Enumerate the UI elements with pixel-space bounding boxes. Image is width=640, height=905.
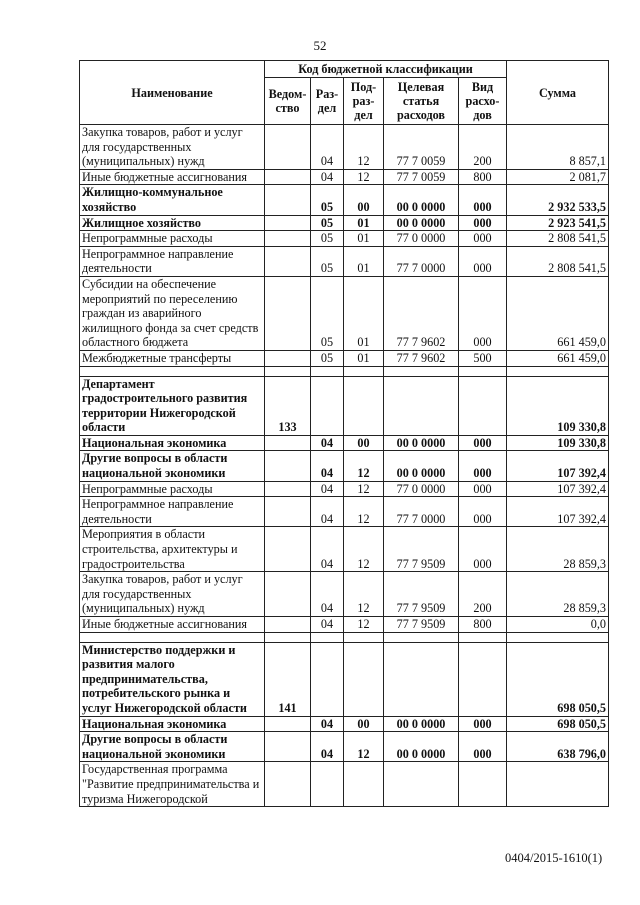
row-celevaya-cell: 77 7 0000 <box>384 246 459 276</box>
table-row <box>80 732 609 762</box>
table-body <box>80 125 609 807</box>
row-podrazdel-cell: 01 <box>344 231 384 247</box>
row-vedomstvo-cell <box>265 276 311 350</box>
row-podrazdel-cell: 01 <box>344 276 384 350</box>
empty-cell <box>459 632 507 642</box>
spacer-row <box>80 632 609 642</box>
row-vedomstvo-cell <box>265 481 311 497</box>
row-podrazdel-cell <box>344 762 384 807</box>
row-razdel-cell: 05 <box>311 185 344 215</box>
header-razdel: Раз-дел <box>311 78 344 125</box>
header-kbk: Код бюджетной классификации <box>265 61 507 78</box>
table-header <box>80 61 609 125</box>
row-razdel-cell: 04 <box>311 435 344 451</box>
row-summa-cell: 661 459,0 <box>507 276 609 350</box>
header-summa: Сумма <box>507 61 609 125</box>
table-row <box>80 231 609 247</box>
row-name-cell: Департамент градостроительного развития территории Нижегородской области <box>80 376 265 435</box>
row-name-cell: Жилищное хозяйство <box>80 215 265 231</box>
row-summa-cell: 8 857,1 <box>507 125 609 170</box>
row-vid-cell: 000 <box>459 185 507 215</box>
row-name-cell: Иные бюджетные ассигнования <box>80 617 265 633</box>
empty-cell <box>459 366 507 376</box>
row-razdel-cell <box>311 762 344 807</box>
row-vid-cell <box>459 376 507 435</box>
row-summa-cell: 109 330,8 <box>507 376 609 435</box>
row-vedomstvo-cell: 141 <box>265 642 311 716</box>
row-vid-cell: 000 <box>459 451 507 481</box>
row-summa-cell: 28 859,3 <box>507 527 609 572</box>
empty-cell <box>80 366 265 376</box>
row-podrazdel-cell: 12 <box>344 617 384 633</box>
row-celevaya-cell: 77 7 9602 <box>384 350 459 366</box>
header-name: Наименование <box>80 61 265 125</box>
table-row <box>80 376 609 435</box>
row-name-cell: Иные бюджетные ассигнования <box>80 169 265 185</box>
row-vedomstvo-cell <box>265 451 311 481</box>
empty-cell <box>507 366 609 376</box>
empty-cell <box>344 632 384 642</box>
row-summa-cell: 2 081,7 <box>507 169 609 185</box>
row-podrazdel-cell: 12 <box>344 572 384 617</box>
row-name-cell: Другие вопросы в области национальной экономики <box>80 451 265 481</box>
row-summa-cell: 638 796,0 <box>507 732 609 762</box>
row-summa-cell: 28 859,3 <box>507 572 609 617</box>
row-name-cell: Непрограммные расходы <box>80 231 265 247</box>
row-podrazdel-cell: 12 <box>344 481 384 497</box>
row-vid-cell: 500 <box>459 350 507 366</box>
row-vedomstvo-cell <box>265 497 311 527</box>
row-razdel-cell: 04 <box>311 451 344 481</box>
row-podrazdel-cell: 12 <box>344 451 384 481</box>
row-summa-cell: 2 923 541,5 <box>507 215 609 231</box>
row-podrazdel-cell: 12 <box>344 125 384 170</box>
empty-cell <box>507 632 609 642</box>
table-row <box>80 451 609 481</box>
row-name-cell: Жилищно-коммунальное хозяйство <box>80 185 265 215</box>
table-row <box>80 642 609 716</box>
row-vedomstvo-cell <box>265 125 311 170</box>
empty-cell <box>265 632 311 642</box>
row-celevaya-cell: 00 0 0000 <box>384 451 459 481</box>
row-vid-cell <box>459 642 507 716</box>
row-celevaya-cell: 77 0 0000 <box>384 231 459 247</box>
row-vedomstvo-cell <box>265 215 311 231</box>
table-row <box>80 572 609 617</box>
row-celevaya-cell: 00 0 0000 <box>384 732 459 762</box>
table-row <box>80 617 609 633</box>
row-summa-cell: 2 808 541,5 <box>507 246 609 276</box>
row-summa-cell: 109 330,8 <box>507 435 609 451</box>
row-razdel-cell: 04 <box>311 617 344 633</box>
row-podrazdel-cell: 01 <box>344 215 384 231</box>
table-row <box>80 435 609 451</box>
row-vedomstvo-cell <box>265 185 311 215</box>
row-name-cell: Межбюджетные трансферты <box>80 350 265 366</box>
row-razdel-cell: 05 <box>311 215 344 231</box>
row-name-cell: Закупка товаров, работ и услуг для государственных (муниципальных) нужд <box>80 125 265 170</box>
row-summa-cell <box>507 762 609 807</box>
row-razdel-cell: 04 <box>311 716 344 732</box>
row-razdel-cell <box>311 376 344 435</box>
row-podrazdel-cell: 01 <box>344 350 384 366</box>
header-celevaya: Целевая статья расходов <box>384 78 459 125</box>
table-row <box>80 125 609 170</box>
row-summa-cell: 698 050,5 <box>507 642 609 716</box>
row-vedomstvo-cell <box>265 732 311 762</box>
document-code: 0404/2015-1610(1) <box>505 851 603 865</box>
row-summa-cell: 698 050,5 <box>507 716 609 732</box>
empty-cell <box>80 632 265 642</box>
header-vedom: Ведом-ство <box>265 78 311 125</box>
budget-table <box>79 60 609 807</box>
row-vid-cell: 800 <box>459 617 507 633</box>
row-vid-cell: 000 <box>459 435 507 451</box>
row-vedomstvo-cell <box>265 231 311 247</box>
table-row <box>80 527 609 572</box>
row-celevaya-cell: 00 0 0000 <box>384 185 459 215</box>
row-celevaya-cell: 00 0 0000 <box>384 215 459 231</box>
empty-cell <box>311 632 344 642</box>
table-row <box>80 716 609 732</box>
row-celevaya-cell: 00 0 0000 <box>384 435 459 451</box>
header-podrazdel: Под-раз-дел <box>344 78 384 125</box>
row-razdel-cell: 04 <box>311 497 344 527</box>
table-row <box>80 276 609 350</box>
row-vid-cell: 000 <box>459 215 507 231</box>
row-podrazdel-cell: 12 <box>344 497 384 527</box>
row-razdel-cell: 05 <box>311 246 344 276</box>
row-celevaya-cell: 77 7 9509 <box>384 617 459 633</box>
row-celevaya-cell: 77 7 0059 <box>384 169 459 185</box>
row-celevaya-cell: 77 7 9602 <box>384 276 459 350</box>
empty-cell <box>265 366 311 376</box>
row-name-cell: Непрограммные расходы <box>80 481 265 497</box>
row-celevaya-cell <box>384 376 459 435</box>
row-razdel-cell: 05 <box>311 276 344 350</box>
row-podrazdel-cell: 01 <box>344 246 384 276</box>
row-summa-cell: 2 808 541,5 <box>507 231 609 247</box>
row-celevaya-cell <box>384 642 459 716</box>
table-row <box>80 185 609 215</box>
row-name-cell: Мероприятия в области строительства, архитектуры и градостроительства <box>80 527 265 572</box>
row-vid-cell: 800 <box>459 169 507 185</box>
row-summa-cell: 107 392,4 <box>507 451 609 481</box>
row-name-cell: Национальная экономика <box>80 435 265 451</box>
row-podrazdel-cell <box>344 642 384 716</box>
row-name-cell: Непрограммное направление деятельности <box>80 497 265 527</box>
table-row <box>80 215 609 231</box>
row-name-cell: Субсидии на обеспечение мероприятий по переселению граждан из аварийного жилищного фонда за счет средств областного бюджета <box>80 276 265 350</box>
row-celevaya-cell: 77 7 9509 <box>384 527 459 572</box>
row-vedomstvo-cell <box>265 617 311 633</box>
row-vid-cell: 000 <box>459 527 507 572</box>
empty-cell <box>384 366 459 376</box>
row-vid-cell: 200 <box>459 572 507 617</box>
row-summa-cell: 2 932 533,5 <box>507 185 609 215</box>
row-celevaya-cell: 77 7 0059 <box>384 125 459 170</box>
row-vid-cell <box>459 762 507 807</box>
spacer-row <box>80 366 609 376</box>
row-celevaya-cell <box>384 762 459 807</box>
table-row <box>80 762 609 807</box>
row-vid-cell: 000 <box>459 481 507 497</box>
row-vedomstvo-cell <box>265 762 311 807</box>
row-razdel-cell: 05 <box>311 231 344 247</box>
row-podrazdel-cell <box>344 376 384 435</box>
row-celevaya-cell: 77 7 9509 <box>384 572 459 617</box>
table-row <box>80 246 609 276</box>
row-razdel-cell: 04 <box>311 169 344 185</box>
row-name-cell: Закупка товаров, работ и услуг для государственных (муниципальных) нужд <box>80 572 265 617</box>
row-podrazdel-cell: 00 <box>344 185 384 215</box>
row-vedomstvo-cell <box>265 350 311 366</box>
row-vedomstvo-cell <box>265 527 311 572</box>
row-vedomstvo-cell <box>265 716 311 732</box>
row-razdel-cell: 04 <box>311 572 344 617</box>
row-celevaya-cell: 77 0 0000 <box>384 481 459 497</box>
row-vedomstvo-cell <box>265 246 311 276</box>
row-vedomstvo-cell <box>265 435 311 451</box>
header-vid: Вид расхо-дов <box>459 78 507 125</box>
row-vedomstvo-cell: 133 <box>265 376 311 435</box>
table-row <box>80 481 609 497</box>
row-podrazdel-cell: 00 <box>344 716 384 732</box>
row-vid-cell: 000 <box>459 732 507 762</box>
row-podrazdel-cell: 12 <box>344 169 384 185</box>
table-row <box>80 350 609 366</box>
empty-cell <box>384 632 459 642</box>
row-razdel-cell <box>311 642 344 716</box>
empty-cell <box>344 366 384 376</box>
row-podrazdel-cell: 12 <box>344 732 384 762</box>
row-summa-cell: 107 392,4 <box>507 497 609 527</box>
table-row <box>80 497 609 527</box>
row-name-cell: Государственная программа "Развитие предпринимательства и туризма Нижегородской <box>80 762 265 807</box>
row-celevaya-cell: 00 0 0000 <box>384 716 459 732</box>
row-razdel-cell: 05 <box>311 350 344 366</box>
row-vedomstvo-cell <box>265 169 311 185</box>
row-razdel-cell: 04 <box>311 125 344 170</box>
row-name-cell: Непрограммное направление деятельности <box>80 246 265 276</box>
row-name-cell: Министерство поддержки и развития малого предпринимательства, потребительского рынка и услуг Нижегородской области <box>80 642 265 716</box>
row-vid-cell: 000 <box>459 246 507 276</box>
row-vedomstvo-cell <box>265 572 311 617</box>
page-number: 52 <box>313 38 327 53</box>
row-vid-cell: 000 <box>459 497 507 527</box>
row-vid-cell: 000 <box>459 276 507 350</box>
row-name-cell: Другие вопросы в области национальной экономики <box>80 732 265 762</box>
row-podrazdel-cell: 12 <box>344 527 384 572</box>
row-summa-cell: 661 459,0 <box>507 350 609 366</box>
empty-cell <box>311 366 344 376</box>
row-vid-cell: 200 <box>459 125 507 170</box>
row-celevaya-cell: 77 7 0000 <box>384 497 459 527</box>
row-vid-cell: 000 <box>459 716 507 732</box>
row-summa-cell: 0,0 <box>507 617 609 633</box>
row-podrazdel-cell: 00 <box>344 435 384 451</box>
row-razdel-cell: 04 <box>311 481 344 497</box>
row-name-cell: Национальная экономика <box>80 716 265 732</box>
row-razdel-cell: 04 <box>311 732 344 762</box>
row-summa-cell: 107 392,4 <box>507 481 609 497</box>
row-vid-cell: 000 <box>459 231 507 247</box>
row-razdel-cell: 04 <box>311 527 344 572</box>
table-row <box>80 169 609 185</box>
